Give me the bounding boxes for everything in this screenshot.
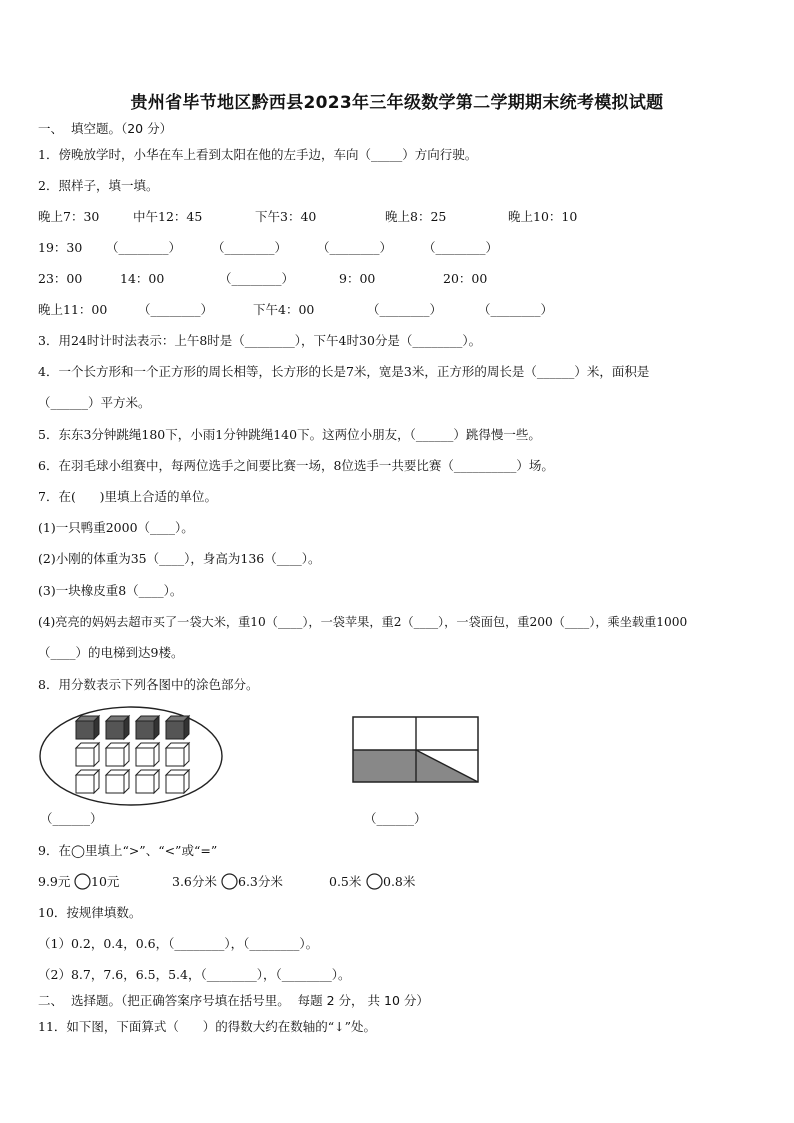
cube-unshaded bbox=[76, 743, 99, 766]
question-5: 5．东东3分钟跳绳180下，小雨1分钟跳绳140下。这两位小朋友，（______）跳得慢一些。 bbox=[38, 427, 541, 442]
question-9: 9．在◯里填上“>”、“<”或“=” bbox=[38, 843, 218, 858]
q2-row2-col5: （________） bbox=[423, 240, 499, 255]
question-3: 3．用24时计时法表示：上午8时是（________），下午4时30分是（________）。 bbox=[38, 333, 482, 348]
q2-row4-col1: 晚上11：00 bbox=[38, 302, 108, 317]
q9-item2-right: 6.3分米 bbox=[238, 874, 283, 889]
question-4-line1: 4．一个长方形和一个正方形的周长相等，长方形的长是7米，宽是3米，正方形的周长是（______）米，面积是 bbox=[38, 364, 650, 379]
question-10-1: （1）0.2，0.4，0.6，（________），（________）。 bbox=[38, 936, 319, 951]
cube-unshaded bbox=[166, 743, 189, 766]
q9-item1-left: 9.9元 bbox=[38, 874, 71, 889]
q2-row4-col3: 下午4：00 bbox=[253, 302, 315, 317]
q2-row2-col3: （________） bbox=[212, 240, 288, 255]
q2-row3-col5: 20：00 bbox=[443, 271, 488, 286]
figure-divided-rectangle bbox=[352, 716, 480, 784]
question-7-1: (1)一只鸭重2000（____）。 bbox=[38, 520, 194, 535]
question-2: 2．照样子，填一填。 bbox=[38, 178, 159, 193]
cube-unshaded bbox=[106, 770, 129, 793]
cube-unshaded bbox=[106, 743, 129, 766]
q2-row4-col5: （________） bbox=[478, 302, 554, 317]
question-7-4-line2: （____）的电梯到达9楼。 bbox=[38, 645, 184, 660]
q2-row3-col2: 14：00 bbox=[120, 271, 165, 286]
cube-shaded bbox=[76, 716, 99, 739]
q2-row2-col4: （________） bbox=[317, 240, 393, 255]
cube-shaded bbox=[136, 716, 159, 739]
question-1: 1．傍晚放学时，小华在车上看到太阳在他的左手边，车向（_____）方向行驶。 bbox=[38, 147, 478, 162]
question-11: 11．如下图，下面算式（ ）的得数大约在数轴的“↓”处。 bbox=[38, 1019, 377, 1034]
question-7-4-line1: (4)亮亮的妈妈去超市买了一袋大米，重10（____），一袋苹果，重2（____），一袋面包，重200（____），乘坐载重1000 bbox=[38, 615, 688, 629]
question-6: 6．在羽毛球小组赛中，每两位选手之间要比赛一场，8位选手一共要比赛（__________）场。 bbox=[38, 458, 554, 473]
cube-unshaded bbox=[136, 770, 159, 793]
q8-answer-blank-1[interactable]: （______） bbox=[40, 811, 103, 826]
question-10-2: （2）8.7，7.6，6.5，5.4，（________），（________）。 bbox=[38, 967, 351, 982]
question-7: 7．在( )里填上合适的单位。 bbox=[38, 489, 218, 504]
q9-item3-circle[interactable] bbox=[366, 873, 383, 890]
q2-row3-col4: 9：00 bbox=[339, 271, 376, 286]
question-4-line2: （______）平方米。 bbox=[38, 395, 151, 410]
q2-row2-col2: （________） bbox=[106, 240, 182, 255]
question-8: 8．用分数表示下列各图中的涂色部分。 bbox=[38, 677, 259, 692]
q9-item2-left: 3.6分米 bbox=[172, 874, 217, 889]
q8-answer-blank-2[interactable]: （______） bbox=[364, 811, 427, 826]
q2-row1-col5: 晚上10：10 bbox=[508, 209, 578, 224]
cube-shaded bbox=[106, 716, 129, 739]
q2-row2-col1: 19：30 bbox=[38, 240, 83, 255]
q2-row4-col4: （________） bbox=[367, 302, 443, 317]
section-choice-heading: 二、 选择题。（把正确答案序号填在括号里。 每题 2 分， 共 10 分） bbox=[38, 993, 429, 1008]
q2-row3-col1: 23：00 bbox=[38, 271, 83, 286]
q2-row3-col3: （________） bbox=[219, 271, 295, 286]
q2-row1-col1: 晚上7：30 bbox=[38, 209, 100, 224]
cube-unshaded bbox=[166, 770, 189, 793]
q9-item1-circle[interactable] bbox=[74, 873, 91, 890]
q9-item1-right: 10元 bbox=[91, 874, 120, 889]
q2-row1-col2: 中午12：45 bbox=[133, 209, 203, 224]
cube-unshaded bbox=[136, 743, 159, 766]
question-7-2: (2)小刚的体重为35（____），身高为136（____）。 bbox=[38, 551, 321, 566]
question-7-3: (3)一块橡皮重8（____）。 bbox=[38, 583, 183, 598]
q9-item3-left: 0.5米 bbox=[329, 874, 362, 889]
cube-unshaded bbox=[76, 770, 99, 793]
section-fill-in-heading: 一、 填空题。（20 分） bbox=[38, 121, 173, 136]
cube-shaded bbox=[166, 716, 189, 739]
q9-item3-right: 0.8米 bbox=[383, 874, 416, 889]
figure-cubes-in-ellipse bbox=[38, 704, 228, 808]
q2-row1-col4: 晚上8：25 bbox=[385, 209, 447, 224]
q9-item2-circle[interactable] bbox=[221, 873, 238, 890]
question-10: 10．按规律填数。 bbox=[38, 905, 142, 920]
q2-row1-col3: 下午3：40 bbox=[255, 209, 317, 224]
q2-row4-col2: （________） bbox=[138, 302, 214, 317]
page-title: 贵州省毕节地区黔西县2023年三年级数学第二学期期末统考模拟试题 bbox=[130, 93, 664, 113]
